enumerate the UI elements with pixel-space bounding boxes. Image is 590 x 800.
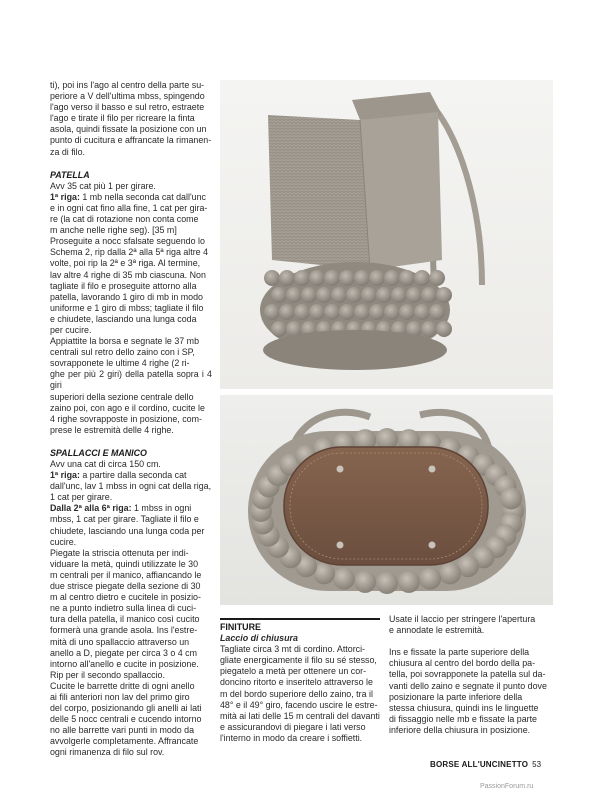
text-line: gliate energicamente il filo su sé stesso, bbox=[220, 655, 377, 666]
text-line: dall'unc, lav 1 mbss in ogni cat della riga, bbox=[50, 481, 212, 492]
text-line: tura della patella, il manico così cucito bbox=[50, 614, 200, 625]
text-line: m anche nelle righe seg). [35 m] bbox=[50, 225, 177, 236]
bobble bbox=[301, 287, 317, 303]
bobble bbox=[286, 287, 302, 303]
base-photo bbox=[220, 395, 553, 605]
stud bbox=[429, 466, 436, 473]
chiusura-text bbox=[389, 614, 552, 736]
text-line: Appiattite la borsa e segnate le 37 mb bbox=[50, 336, 199, 347]
bag-base bbox=[263, 330, 447, 370]
stud bbox=[429, 542, 436, 549]
watermark: PassionForum.ru bbox=[480, 783, 534, 790]
stud bbox=[337, 466, 344, 473]
bobble bbox=[376, 572, 398, 594]
page-footer bbox=[430, 760, 541, 769]
text-line: m al centro dietro e cucitele in posizio- bbox=[50, 592, 201, 603]
text-line: 4 righe sovrapposte in posizione, com- bbox=[50, 413, 202, 424]
bobble bbox=[406, 287, 422, 303]
text-line: mità di uno spallaccio attraverso un bbox=[50, 636, 190, 647]
bobble bbox=[429, 270, 445, 286]
text-line: uniforme e 1 giro di mbss; tagliate il filo bbox=[50, 302, 204, 313]
text-line: due strisce piegate della sezione di 30 bbox=[50, 581, 201, 592]
bobble bbox=[414, 304, 430, 320]
text-line: intorno all'anello e cucite in posizione. bbox=[50, 658, 199, 669]
bobble bbox=[436, 321, 452, 337]
text-line: vanti dello zaino e segnate il punto dove bbox=[389, 680, 547, 691]
bobble bbox=[419, 568, 441, 590]
text-line: superiori della sezione centrale dello bbox=[50, 391, 194, 402]
text-line: piegatelo a metà per ottenere un cor- bbox=[220, 666, 367, 677]
bobble bbox=[384, 304, 400, 320]
text-line: Ins e fissate la parte superiore della bbox=[389, 647, 530, 658]
text-line: periore a V dell'ultima mbss, spingendo bbox=[50, 91, 205, 102]
text-line: prese le estremità delle 4 righe. bbox=[50, 424, 174, 435]
text-line: e chiudete, lasciando una lunga coda bbox=[50, 313, 197, 324]
bobble bbox=[309, 270, 325, 286]
bobble bbox=[429, 304, 445, 320]
text-line: tella, poi sovrapponete la patella sul da- bbox=[389, 669, 546, 680]
text-line: mbss, 1 cat per girare. Tagliate il filo e bbox=[50, 514, 199, 525]
text-line: lav altre 4 righe di 35 mb ciascuna. Non bbox=[50, 269, 206, 280]
text-line: re (la cat di rotazione non conta come bbox=[50, 214, 199, 225]
text-line: delle 5 nocc centrali e cucendo intorno bbox=[50, 714, 202, 725]
text-line: cucire. bbox=[50, 536, 77, 547]
text-line: del corpo, posizionando gli anelli ai lati bbox=[50, 703, 202, 714]
bobble bbox=[294, 270, 310, 286]
bobble bbox=[361, 287, 377, 303]
middle-column bbox=[220, 614, 380, 744]
text-line: e in ogni cat fino alla fine, 1 cat per gira- bbox=[50, 202, 208, 213]
text-line: posizionare la parte inferiore della bbox=[389, 691, 523, 702]
bobble bbox=[376, 287, 392, 303]
bobble bbox=[436, 287, 452, 303]
bobble bbox=[399, 270, 415, 286]
bobble bbox=[354, 571, 376, 593]
text-line: m del bordo superiore dello zaino, tra il bbox=[220, 688, 373, 699]
bobble bbox=[369, 304, 385, 320]
text-line: tagliate il filo e proseguite attorno alla bbox=[50, 280, 197, 291]
text-line: chiusura al centro del bordo della pa- bbox=[389, 658, 536, 669]
bag-side bbox=[360, 112, 442, 270]
right-column bbox=[389, 614, 552, 736]
text-line: patella, lavorando 1 giro di mb in modo bbox=[50, 291, 203, 302]
text-line: m centrali per il manico, affiancando le bbox=[50, 569, 202, 580]
text-line: avvolgerle completamente. Affrancate bbox=[50, 736, 199, 747]
bag-front bbox=[268, 115, 370, 270]
text-line: Schema 2, rip dalla 2ª alla 5ª riga altre 4 bbox=[50, 247, 209, 258]
bobble bbox=[264, 304, 280, 320]
bobble bbox=[309, 304, 325, 320]
text-line: viduare la metà, quindi utilizzate le 30 bbox=[50, 558, 199, 569]
text-line: ai fili anteriori non lav del primo giro bbox=[50, 691, 190, 702]
bobble bbox=[279, 304, 295, 320]
bobble bbox=[391, 287, 407, 303]
bobble bbox=[439, 562, 461, 584]
bobble bbox=[294, 304, 310, 320]
leather-base bbox=[284, 447, 488, 565]
text-line: ti), poi ins l'ago al centro della parte su- bbox=[50, 80, 205, 90]
text-line: sovrapponete le ultime 4 righe (2 ri- bbox=[50, 358, 190, 369]
text-line: Cucite le barrette dritte di ogni anello bbox=[50, 680, 195, 691]
text-line: e assicurandovi di piegare i lati verso bbox=[220, 721, 366, 732]
bobble bbox=[354, 304, 370, 320]
text-line: stessa chiusura, quindi ins le linguette bbox=[389, 702, 539, 713]
bobble bbox=[324, 304, 340, 320]
text-line: Avv una cat di circa 150 cm. bbox=[50, 459, 161, 469]
page-number: 53 bbox=[532, 760, 542, 769]
text-line: centrali sul retro dello zaino con i SP, bbox=[50, 347, 195, 358]
text-line: za di filo. bbox=[50, 146, 86, 157]
text-line: no alle barrette vari punti in modo da bbox=[50, 725, 195, 736]
bobble bbox=[271, 321, 287, 337]
text-line: mità ai lati delle 15 m centrali del davanti bbox=[220, 710, 380, 721]
bobble bbox=[264, 270, 280, 286]
text-line: volte, poi rip la 2ª e 3ª riga. Al termine, bbox=[50, 258, 201, 269]
text-line: chiudete, lasciando una lunga coda per bbox=[50, 525, 205, 536]
backpack-photo bbox=[220, 80, 553, 389]
bobble bbox=[271, 287, 287, 303]
stud bbox=[337, 542, 344, 549]
text-line: inferiore della chiusura in posizione. bbox=[389, 724, 531, 735]
text-line: l'ago e tirate il filo per ricreare la finta bbox=[50, 113, 195, 124]
bobble bbox=[500, 487, 522, 509]
laccio-heading: Laccio di chiusura bbox=[220, 633, 298, 644]
text-line: di fissaggio nelle mb e fissate la parte bbox=[389, 713, 537, 724]
text-line bbox=[389, 636, 552, 647]
text-line: anello a D, piegate per circa 3 o 4 cm bbox=[50, 647, 198, 658]
text-line: 1 cat per girare. bbox=[50, 492, 113, 503]
text-line: l'interno in modo da creare i soffietti. bbox=[220, 732, 363, 743]
bobble bbox=[333, 568, 355, 590]
base-illustration bbox=[220, 395, 553, 605]
bobble bbox=[421, 287, 437, 303]
bobble bbox=[346, 287, 362, 303]
text-line: doncino ritorto e inseritelo attraverso le bbox=[220, 677, 373, 688]
bobble bbox=[369, 270, 385, 286]
bobble bbox=[414, 270, 430, 286]
text-line: Dalla 2ª alla 6ª riga: 1 mbss in ogni bbox=[50, 503, 192, 514]
text-line: punto di cucitura e affrancate la rimanen- bbox=[50, 135, 212, 146]
text-line: e annodate le estremità. bbox=[389, 625, 485, 636]
patella-text bbox=[50, 181, 212, 436]
finiture-text bbox=[220, 644, 380, 744]
backpack-illustration bbox=[220, 80, 553, 389]
text-line: 1ª riga: 1 mb nella seconda cat dall'unc bbox=[50, 191, 206, 202]
text-line: Tagliate circa 3 mt di cordino. Attorci- bbox=[220, 644, 366, 655]
text-line: Avv 35 cat più 1 per girare. bbox=[50, 180, 156, 191]
bobble bbox=[324, 270, 340, 286]
text-line: Piegate la striscia ottenuta per indi- bbox=[50, 547, 189, 558]
patella-heading: PATELLA bbox=[50, 169, 90, 180]
text-line: ne a punto indietro sulla linea di cuci- bbox=[50, 603, 197, 614]
finiture-heading: FINITURE bbox=[220, 618, 380, 633]
bobble bbox=[384, 270, 400, 286]
bobble bbox=[279, 270, 295, 286]
text-line: 48° e il 49° giro, facendo uscire le estre- bbox=[220, 699, 378, 710]
bobble bbox=[399, 304, 415, 320]
left-column bbox=[50, 80, 212, 759]
bobble bbox=[421, 321, 437, 337]
bobble bbox=[339, 270, 355, 286]
text-line: 1ª riga: a partire dalla seconda cat bbox=[50, 470, 187, 481]
text-line: Rip per il secondo spallaccio. bbox=[50, 669, 165, 680]
magazine-title: BORSE ALL'UNCINETTO bbox=[430, 760, 529, 769]
text-line: l'ago verso il basso e sul retro, estraete bbox=[50, 102, 205, 113]
spallacci-heading: SPALLACCI E MANICO bbox=[50, 447, 147, 458]
bobble bbox=[316, 287, 332, 303]
bobble bbox=[398, 571, 420, 593]
text-line: zaino poi, con ago e il cordino, cucite le bbox=[50, 402, 205, 413]
text-line: ogni rimanenza di filo sul rov. bbox=[50, 747, 165, 758]
intro-paragraph bbox=[50, 80, 212, 158]
text-line: per cucire. bbox=[50, 324, 92, 335]
bobble bbox=[339, 304, 355, 320]
bobble bbox=[331, 287, 347, 303]
text-line: formerà una grande asola. Ins l'estre- bbox=[50, 625, 198, 636]
spallacci-text bbox=[50, 459, 212, 759]
text-line: asola, quindi fissate la posizione con un bbox=[50, 124, 207, 135]
text-line: Proseguite a nocc sfalsate seguendo lo bbox=[50, 236, 205, 247]
bobble bbox=[354, 270, 370, 286]
text-line: ghe per più 2 giri) della patella sopra i 4 giri bbox=[50, 369, 212, 391]
text-line: Usate il laccio per stringere l'apertura bbox=[389, 614, 536, 624]
